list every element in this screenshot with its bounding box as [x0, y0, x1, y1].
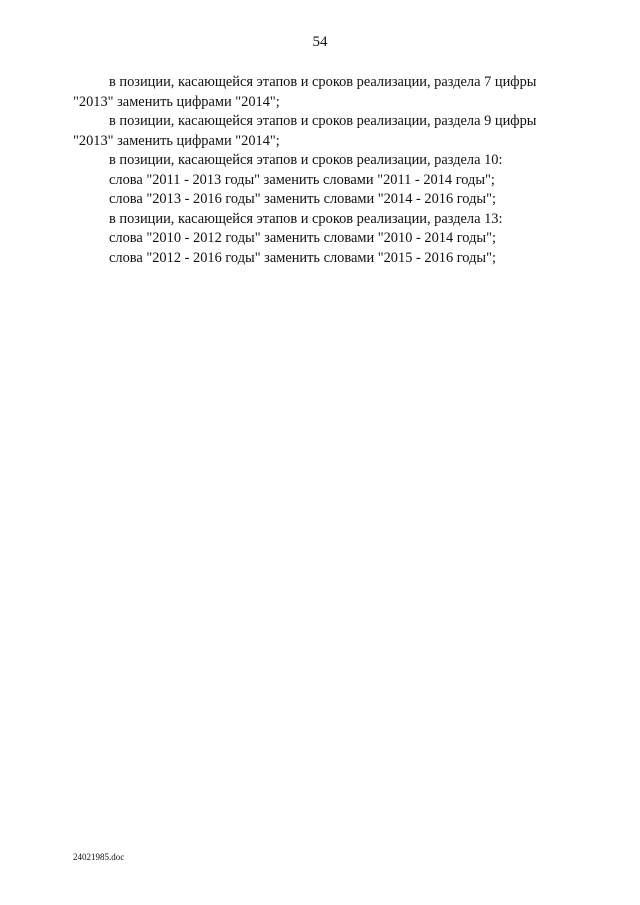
document-body — [73, 73, 573, 268]
text-line: слова "2011 - 2013 годы" заменить словами "2011 - 2014 годы"; — [109, 171, 495, 188]
paragraph-line: в позиции, касающейся этапов и сроков реализации, раздела 9 цифры — [109, 113, 537, 129]
footer-filename: 24021985.doc — [73, 852, 125, 862]
paragraph-line: "2013" заменить цифрами "2014"; — [73, 132, 280, 149]
page-number: 54 — [312, 34, 328, 50]
text-line: слова "2010 - 2012 годы" заменить словами "2010 - 2014 годы"; — [109, 230, 496, 246]
paragraph-line: "2013" заменить цифрами "2014"; — [73, 93, 280, 110]
text-line: в позиции, касающейся этапов и сроков реализации, раздела 10: — [109, 152, 503, 168]
text-line: слова "2013 - 2016 годы" заменить словами "2014 - 2016 годы"; — [109, 191, 496, 207]
text-line: в позиции, касающейся этапов и сроков реализации, раздела 13: — [109, 210, 503, 227]
paragraph-line: в позиции, касающейся этапов и сроков реализации, раздела 7 цифры — [109, 74, 537, 90]
text-line: слова "2012 - 2016 годы" заменить словами "2015 - 2016 годы"; — [109, 249, 496, 266]
